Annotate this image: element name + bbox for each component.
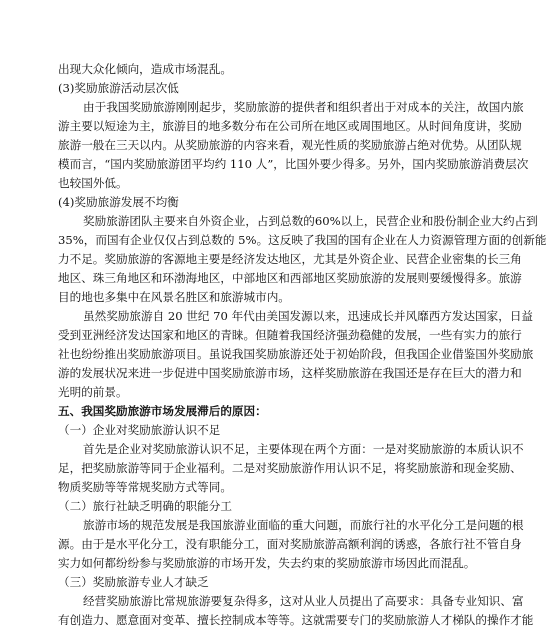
text-line: 虽然奖励旅游自 20 世纪 70 年代由美国发源以来，迅速成长并风靡西方发达国家，日益: [83, 309, 534, 323]
text-line: 35%，而国有企业仅仅占到总数的 5%。这反映了我国的国有企业在人力资源管理方面的创新能: [58, 233, 546, 247]
text-line: 力不足。奖励旅游的客源地主要是经济发达地区，尤其是外资企业、民营企业密集的长三角: [58, 252, 522, 266]
text-line: 首先是企业对奖励旅游认识不足，主要体现在两个方面：一是对奖励旅游的本质认识不: [83, 442, 524, 456]
text-line: (4)奖励旅游发展不均衡: [58, 195, 179, 209]
text-line: 游的发展状况来进一步促进中国奖励旅游市场，这样奖励旅游在我国还是存在巨大的潜力和: [58, 366, 522, 380]
text-line: 足，把奖励旅游等同于企业福利。二是对奖励旅游作用认识不足，将奖励旅游和现金奖励、: [58, 461, 522, 475]
text-line: 社也纷纷推出奖励旅游项目。虽说我国奖励旅游还处于初始阶段，但我国企业借鉴国外奖励旅: [58, 347, 534, 361]
text-line: 旅游一般在三天以内。从奖励旅游的内容来看，观光性质的奖励旅游占绝对优势。从团队规: [58, 138, 522, 152]
text-line: 有创造力、愿意面对变革、擅长控制成本等等。这就需要专门的奖励旅游人才梯队的操作才能: [58, 613, 534, 627]
text-line: 奖励旅游团队主要来自外资企业，占到总数的60%以上，民营企业和股份制企业大约占到: [83, 214, 538, 228]
text-line: 旅游市场的规范发展是我国旅游业面临的重大问题，而旅行社的水平化分工是问题的根: [83, 518, 524, 532]
text-line: (3)奖励旅游活动层次低: [58, 81, 179, 95]
text-line: 地区、珠三角地区和环渤海地区，中部地区和西部地区奖励旅游的发展则要缓慢得多。旅游: [58, 271, 522, 285]
text-line: 实力如何都纷纷参与奖励旅游的市场开发，失去约束的奖励旅游市场因此而混乱。: [58, 556, 476, 570]
section-heading: 五、我国奖励旅游市场发展滞后的原因：: [58, 404, 267, 418]
text-line: 模而言，“国内奖励旅游团平均约 110 人”，比国外要少得多。另外，国内奖励旅游消费层次: [58, 157, 529, 171]
text-line: （三）奖励旅游专业人才缺乏: [58, 575, 209, 589]
text-line: （二）旅行社缺乏明确的职能分工: [58, 499, 232, 513]
text-line: 物质奖励等等常规奖励方式等同。: [58, 480, 232, 494]
text-line: 光明的前景。: [58, 385, 128, 399]
text-line: 经营奖励旅游比常规旅游要复杂得多，这对从业人员提出了高要求：具备专业知识、富: [83, 594, 524, 608]
text-line: 源。由于是水平化分工，没有职能分工，面对奖励旅游高额利润的诱惑，各旅行社不管自身: [58, 537, 522, 551]
text-line: （一）企业对奖励旅游认识不足: [58, 423, 221, 437]
text-line: 由于我国奖励旅游刚刚起步，奖励旅游的提供者和组织者出于对成本的关注，故国内旅: [83, 100, 524, 114]
text-line: 受到亚洲经济发达国家和地区的青睐。但随着我国经济强劲稳健的发展，一些有实力的旅行: [58, 328, 522, 342]
text-line: 出现大众化倾向，造成市场混乱。: [58, 62, 232, 76]
text-line: 目的地也多集中在风景名胜区和旅游城市内。: [58, 290, 290, 304]
text-line: 游主要以短途为主，旅游目的地多数分布在公司所在地区或周围地区。从时间角度讲，奖励: [58, 119, 522, 133]
text-line: 也较国外低。: [58, 176, 128, 190]
